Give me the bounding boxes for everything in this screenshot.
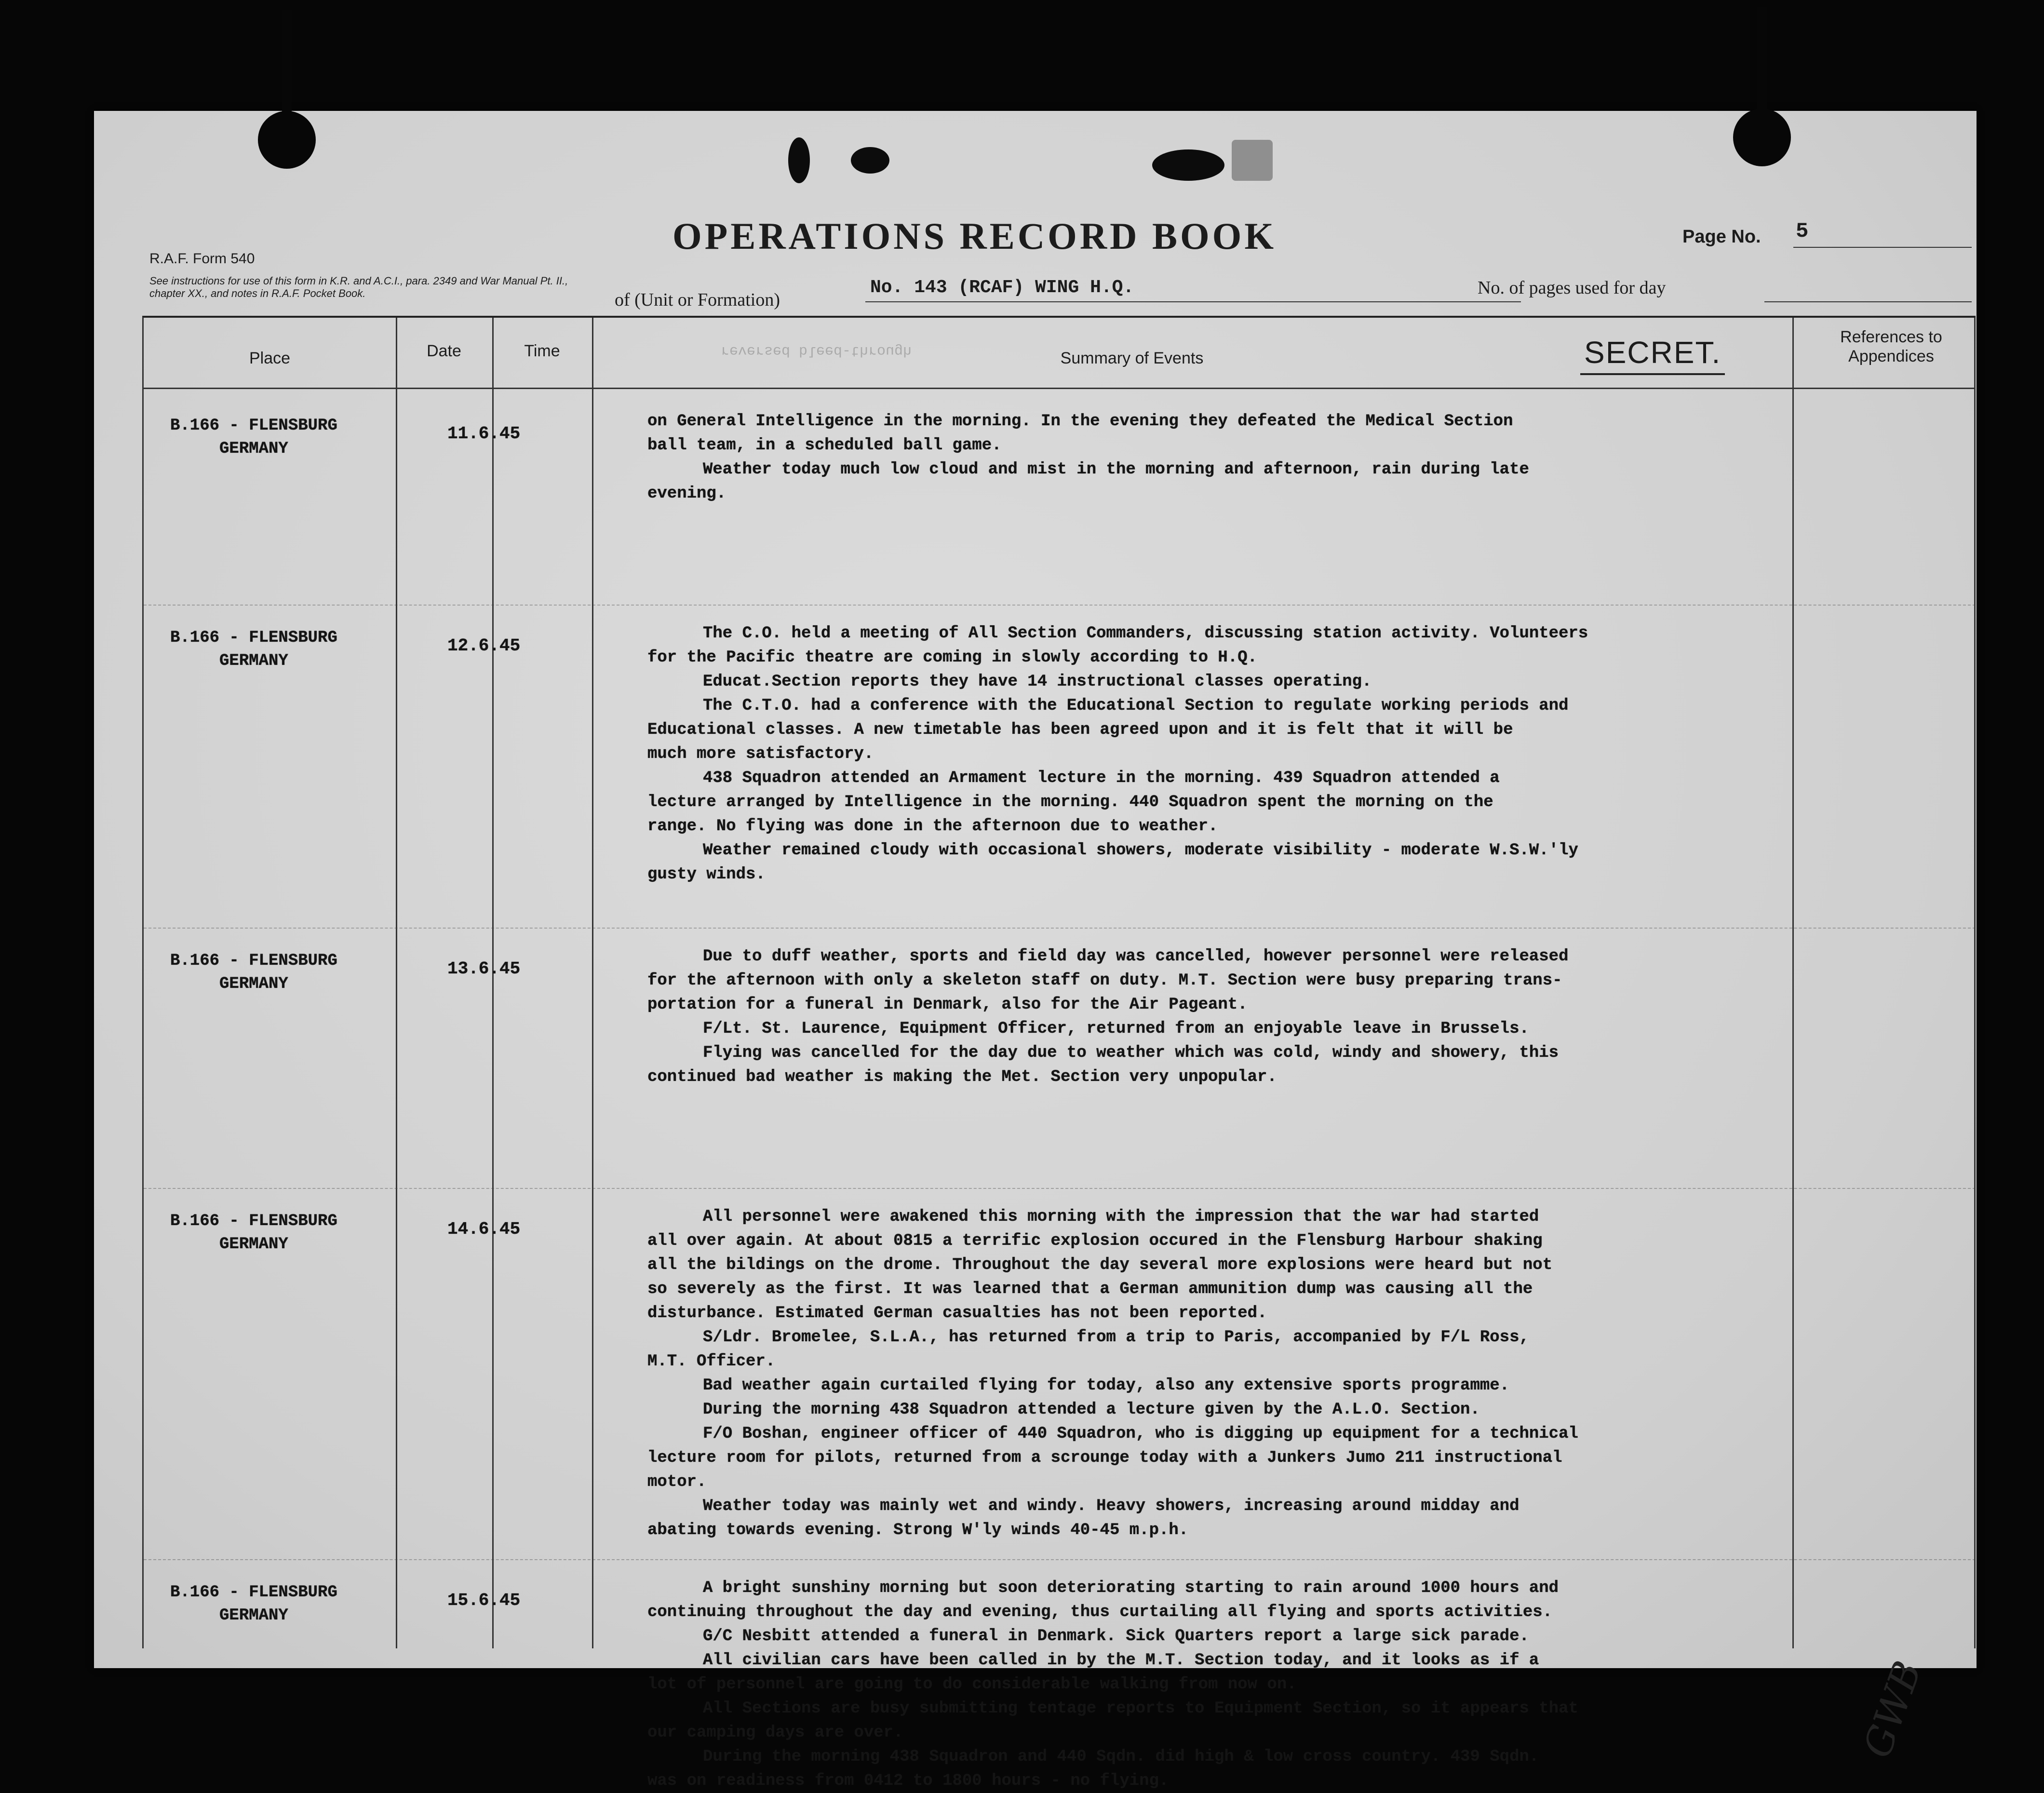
summary-line: Weather today much low cloud and mist in the morning and afternoon, rain during late (703, 460, 1529, 479)
summary-line: gusty winds. (647, 865, 766, 884)
entry-separator (144, 605, 1976, 606)
page-number-rule (1793, 247, 1972, 248)
entry-date: 13.6.45 (447, 959, 521, 979)
summary-line: During the morning 438 Squadron and 440 Sqdn. did high & low cross country. 439 Sqdn. (703, 1748, 1539, 1766)
ink-blot (1232, 140, 1273, 181)
summary-line: S/Ldr. Bromelee, S.L.A., has returned from a trip to Paris, accompanied by F/L Ross, (703, 1328, 1529, 1347)
page-number-label: Page No. (1682, 227, 1761, 247)
bleed-through-text: reversed bleed-through (721, 342, 912, 359)
summary-line: Flying was cancelled for the day due to weather which was cold, windy and showery, this (703, 1044, 1559, 1062)
entry-separator (144, 928, 1976, 929)
entry-place: B.166 - FLENSBURG GERMANY (170, 417, 337, 458)
entry-summary (647, 1576, 1819, 1793)
summary-line: M.T. Officer. (647, 1352, 776, 1371)
summary-line: abating towards evening. Strong W'ly winds 40-45 m.p.h. (647, 1521, 1189, 1539)
unit-value: No. 143 (RCAF) WING H.Q. (870, 277, 1134, 298)
summary-line: The C.O. held a meeting of All Section Commanders, discussing station activity. Volunteers (703, 624, 1588, 643)
summary-line: continuing throughout the day and evening, thus curtailing all flying and sports activities. (647, 1603, 1553, 1621)
unit-label: of (Unit or Formation) (615, 290, 780, 310)
summary-line: so severely as the first. It was learned that a German ammunition dump was causing all the (647, 1280, 1533, 1298)
summary-line: Due to duff weather, sports and field day was cancelled, however personnel were released (703, 947, 1569, 966)
pages-used-label: No. of pages used for day (1478, 278, 1666, 298)
entry-place: B.166 - FLENSBURG GERMANY (170, 952, 337, 993)
summary-line: Educational classes. A new timetable has been agreed upon and it is felt that it will be (647, 721, 1513, 739)
summary-line: ball team, in a scheduled ball game. (647, 436, 1002, 455)
entry-summary (647, 1205, 1819, 1542)
column-header-date: Date (427, 342, 461, 360)
summary-line: All Sections are busy submitting tentage reports to Equipment Section, so it appears that (703, 1699, 1578, 1718)
summary-line: much more satisfactory. (647, 745, 874, 763)
page-number-value: 5 (1796, 219, 1809, 243)
summary-line: F/O Boshan, engineer officer of 440 Squadron, who is digging up equipment for a technical (703, 1425, 1578, 1443)
summary-line: for the Pacific theatre are coming in slowly according to H.Q. (647, 648, 1258, 667)
pages-used-rule (1764, 301, 1972, 302)
summary-line: lecture room for pilots, returned from a scrounge today with a Junkers Jumo 211 instructional (647, 1449, 1562, 1467)
column-rule (396, 318, 397, 1648)
summary-line: The C.T.O. had a conference with the Educational Section to regulate working periods and (703, 697, 1569, 715)
header-rule (144, 388, 1976, 389)
summary-line: disturbance. Estimated German casualties has not been reported. (647, 1304, 1267, 1322)
ink-blot (788, 137, 810, 183)
entry-date: 14.6.45 (447, 1219, 521, 1239)
summary-line: A bright sunshiny morning but soon deteriorating starting to rain around 1000 hours and (703, 1579, 1559, 1597)
entry-date: 11.6.45 (447, 424, 521, 444)
column-header-time: Time (524, 342, 560, 360)
entry-separator (144, 1559, 1976, 1560)
summary-line: lot of personnel are going to do considerable walking from now on. (647, 1675, 1297, 1694)
summary-line: Bad weather again curtailed flying for today, also any extensive sports programme. (703, 1376, 1510, 1395)
column-header-summary: Summary of Events (1060, 349, 1204, 367)
summary-line: motor. (647, 1473, 707, 1491)
summary-line: our camping days are over. (647, 1724, 903, 1742)
record-table (142, 316, 1976, 1790)
entry-summary (647, 944, 1819, 1089)
summary-line: G/C Nesbitt attended a funeral in Denmark. Sick Quarters report a large sick parade. (703, 1627, 1529, 1645)
ink-blot (851, 147, 889, 174)
summary-line: lecture arranged by Intelligence in the morning. 440 Squadron spent the morning on the (647, 793, 1493, 811)
summary-line: on General Intelligence in the morning. In the evening they defeated the Medical Section (647, 412, 1513, 431)
summary-line: for the afternoon with only a skeleton staff on duty. M.T. Section were busy preparing trans- (647, 971, 1562, 990)
summary-line: evening. (647, 485, 726, 503)
handwritten-initials: GWB (1854, 1655, 1931, 1764)
summary-line: F/Lt. St. Laurence, Equipment Officer, returned from an enjoyable leave in Brussels. (703, 1020, 1529, 1038)
column-rule (1974, 318, 1976, 1648)
entry-place: B.166 - FLENSBURG GERMANY (170, 1212, 337, 1254)
summary-line: During the morning 438 Squadron attended a lecture given by the A.L.O. Section. (703, 1401, 1480, 1419)
entry-place: B.166 - FLENSBURG GERMANY (170, 629, 337, 670)
summary-line: range. No flying was done in the afternoon due to weather. (647, 817, 1218, 836)
column-rule (592, 318, 593, 1648)
summary-line: Weather remained cloudy with occasional showers, moderate visibility - moderate W.S.W.'ly (703, 841, 1578, 860)
binder-hole-right (1733, 108, 1791, 166)
column-rule (492, 318, 494, 1648)
form-instructions: See instructions for use of this form in K.R. and A.C.I., para. 2349 and War Manual Pt. II., chapter XX., and notes in R.A.F. Pocket Book. (149, 275, 568, 299)
summary-line: continued bad weather is making the Met. Section very unpopular. (647, 1068, 1277, 1086)
entry-separator (144, 1188, 1976, 1189)
summary-line: 438 Squadron attended an Armament lecture in the morning. 439 Squadron attended a (703, 769, 1500, 787)
summary-line: all the bildings on the drome. Throughout the day several more explosions were heard but not (647, 1256, 1553, 1274)
summary-line: Weather today was mainly wet and windy. Heavy showers, increasing around midday and (703, 1497, 1520, 1515)
entry-date: 12.6.45 (447, 636, 521, 656)
summary-line: all over again. At about 0815 a terrific explosion occured in the Flensburg Harbour shaking (647, 1232, 1543, 1250)
summary-line: portation for a funeral in Denmark, also for the Air Pageant. (647, 996, 1248, 1014)
entry-date: 15.6.45 (447, 1591, 521, 1610)
summary-line: was on readiness from 0412 to 1800 hours - no flying. (647, 1772, 1169, 1790)
summary-line: Educat.Section reports they have 14 instructional classes operating. (703, 673, 1372, 691)
summary-line: All civilian cars have been called in by the M.T. Section today, and it looks as if a (703, 1651, 1539, 1670)
column-header-references: References to Appendices (1840, 328, 1942, 365)
ink-blot (1152, 149, 1224, 181)
entry-summary (647, 621, 1819, 887)
secret-stamp: SECRET. (1580, 335, 1725, 375)
form-number: R.A.F. Form 540 (149, 251, 255, 267)
summary-line: All personnel were awakened this morning with the impression that the war had started (703, 1208, 1539, 1226)
binder-hole-left (258, 111, 316, 169)
record-sheet (94, 111, 1977, 1790)
entry-summary (647, 409, 1819, 506)
entry-place: B.166 - FLENSBURG GERMANY (170, 1583, 337, 1625)
unit-rule (865, 301, 1521, 302)
column-header-place: Place (249, 349, 291, 367)
page-title: OPERATIONS RECORD BOOK (672, 215, 1277, 257)
